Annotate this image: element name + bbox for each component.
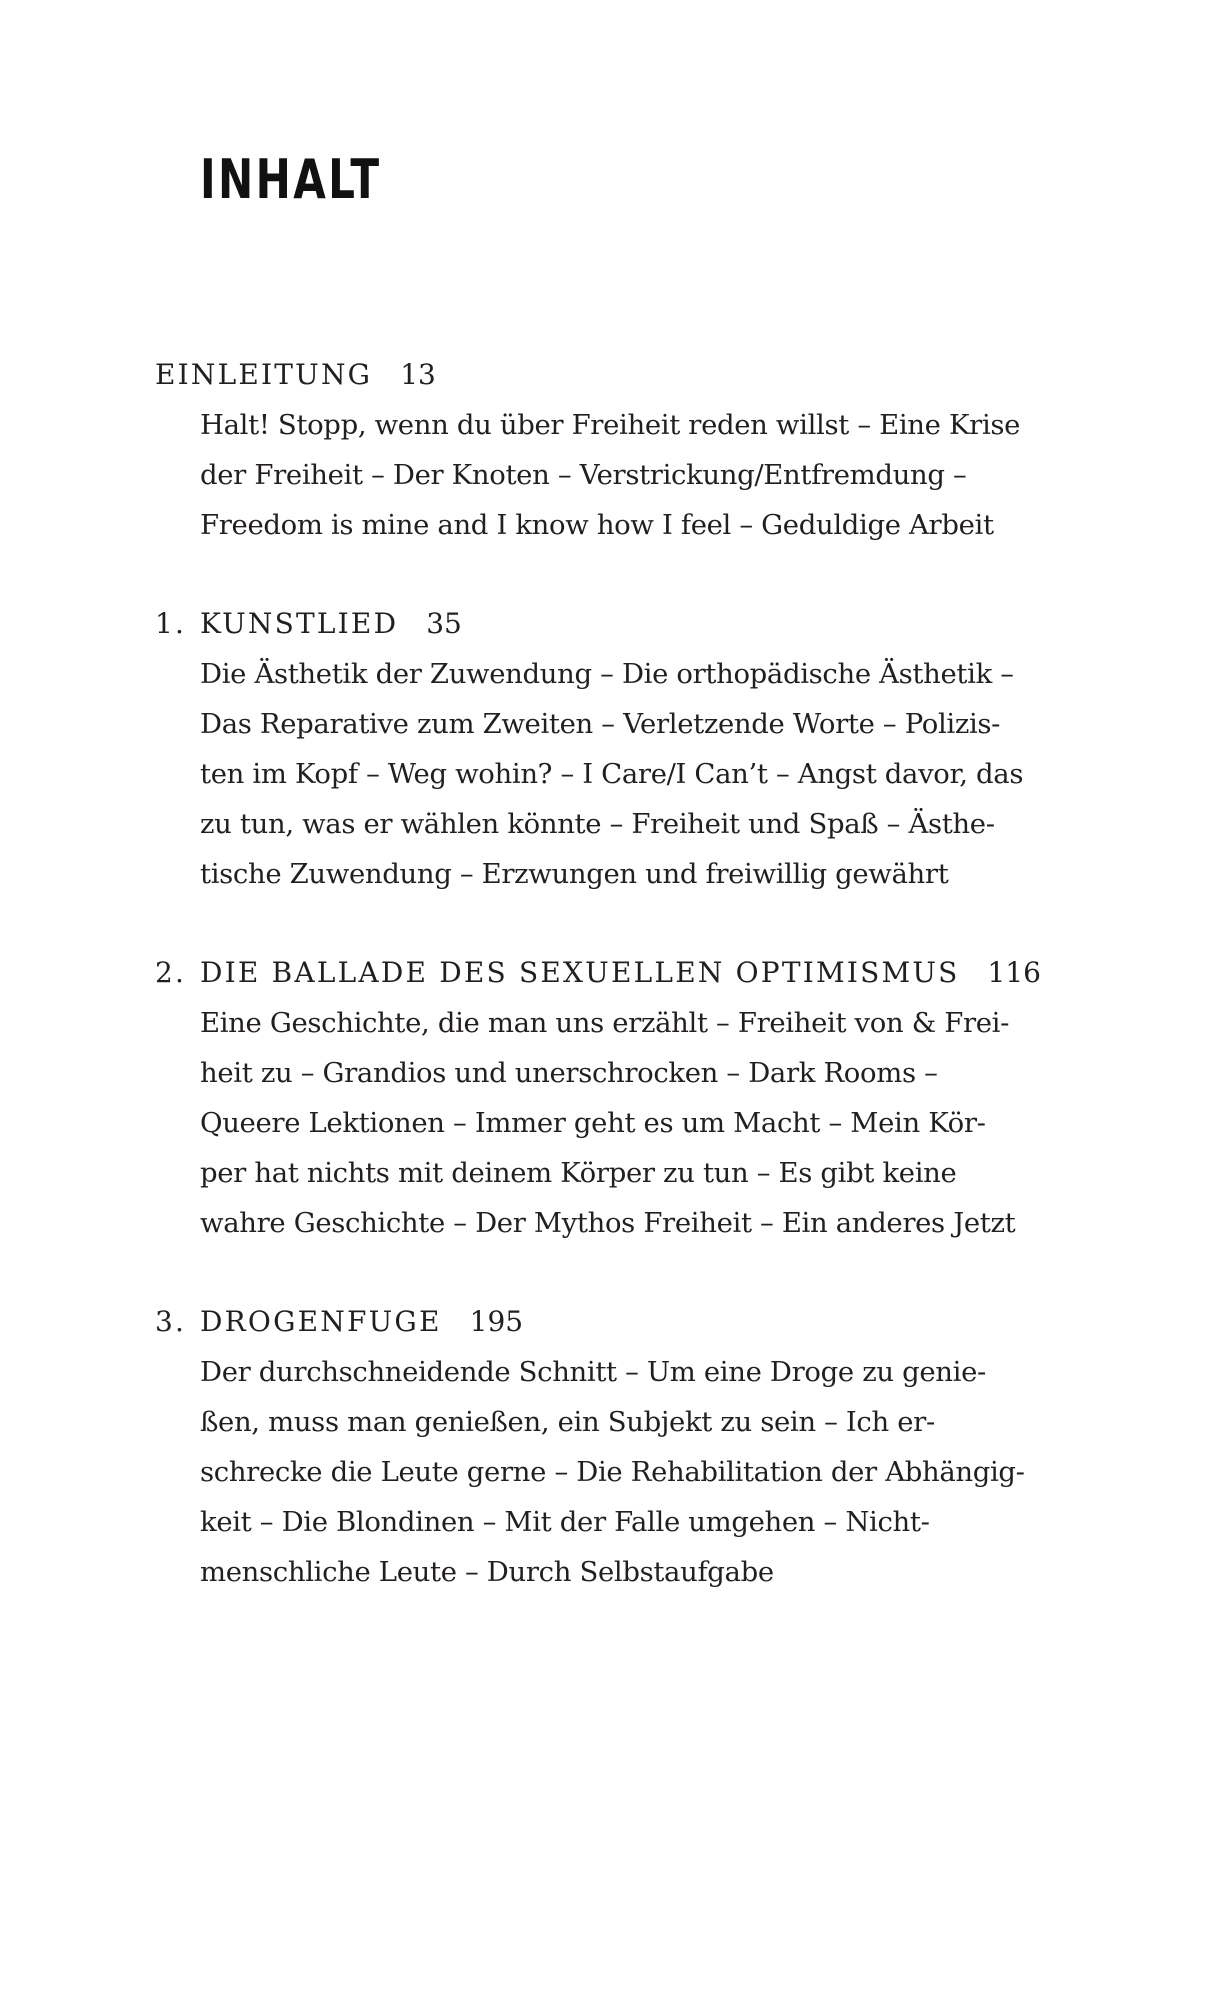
subtopic-line: menschliche Leute – Durch Selbstaufgabe (200, 1556, 774, 1588)
subtopic-line: ten im Kopf – Weg wohin? – I Care/I Can’t – Angst davor, das (200, 758, 1024, 790)
subtopic-line: Queere Lektionen – Immer geht es um Macht – Mein Kör- (200, 1107, 986, 1139)
subtopic-line: tische Zuwendung – Erzwungen und freiwillig gewährt (200, 858, 949, 890)
chapter-number: 3. (155, 1305, 187, 1338)
chapter-title: EINLEITUNG (155, 358, 373, 391)
toc-entry-ballade (155, 948, 1041, 1248)
page-number: 35 (426, 607, 462, 640)
subtopic-line: per hat nichts mit deinem Körper zu tun – Es gibt keine (200, 1157, 957, 1189)
subtopic-line: Die Ästhetik der Zuwendung – Die orthopädische Ästhetik – (200, 658, 1014, 690)
chapter-title: KUNSTLIED (200, 607, 399, 640)
chapter-title: DROGENFUGE (200, 1305, 442, 1338)
toc-entry-drogenfuge (155, 1297, 1025, 1597)
subtopic-line: zu tun, was er wählen könnte – Freiheit und Spaß – Ästhe- (200, 808, 995, 840)
toc-entry-heading[interactable] (155, 1297, 1015, 1347)
toc-entry-kunstlied (155, 599, 1024, 899)
subtopic-line: Halt! Stopp, wenn du über Freiheit reden willst – Eine Krise (200, 409, 1021, 441)
subtopic-line: Das Reparative zum Zweiten – Verletzende Worte – Polizis- (200, 708, 1001, 740)
chapter-number: 1. (155, 607, 187, 640)
subtopic-line: heit zu – Grandios und unerschrocken – Dark Rooms – (200, 1057, 938, 1089)
page-title: INHALT (200, 148, 382, 211)
table-of-contents (155, 350, 1041, 1646)
page-number: 116 (987, 956, 1041, 989)
subtopic-line: Freedom is mine and I know how I feel – Geduldige Arbeit (200, 509, 994, 541)
chapter-subtopics (200, 400, 1021, 550)
subtopic-line: der Freiheit – Der Knoten – Verstrickung/Entfremdung – (200, 459, 967, 491)
toc-entry-heading[interactable] (155, 599, 1015, 649)
chapter-subtopics (200, 649, 1024, 899)
chapter-subtopics (200, 1347, 1025, 1597)
chapter-subtopics (200, 998, 1015, 1248)
toc-entry-heading[interactable] (155, 948, 1041, 998)
subtopic-line: keit – Die Blondinen – Mit der Falle umgehen – Nicht- (200, 1506, 930, 1538)
page-number: 13 (400, 358, 436, 391)
subtopic-line: Der durchschneidende Schnitt – Um eine Droge zu genie- (200, 1356, 986, 1388)
subtopic-line: wahre Geschichte – Der Mythos Freiheit – Ein anderes Jetzt (200, 1207, 1016, 1239)
subtopic-line: schrecke die Leute gerne – Die Rehabilitation der Abhängig- (200, 1456, 1025, 1488)
subtopic-line: Eine Geschichte, die man uns erzählt – Freiheit von & Frei- (200, 1007, 1010, 1039)
toc-entry-einleitung (155, 350, 1021, 550)
subtopic-line: ßen, muss man genießen, ein Subjekt zu sein – Ich er- (200, 1406, 935, 1438)
chapter-title: DIE BALLADE DES SEXUELLEN OPTIMISMUS (200, 956, 960, 989)
toc-entry-heading[interactable] (155, 350, 1015, 400)
chapter-number: 2. (155, 956, 187, 989)
page-number: 195 (469, 1305, 524, 1338)
